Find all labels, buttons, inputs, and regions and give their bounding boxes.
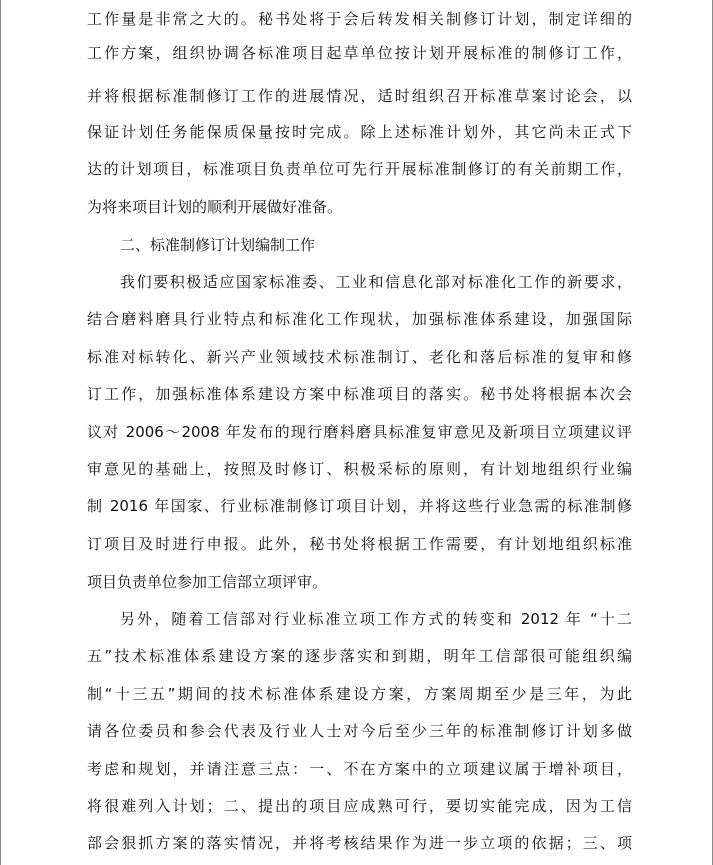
text-line: 请各位委员和参会代表及行业人士对今后至少三年的标准制修订计划多做 [87,722,632,740]
section-heading: 二、标准制修订计划编制工作 [120,236,316,254]
text-line: 制 2016 年国家、行业标准制修订项目计划，并将这些行业急需的标准制修 [87,497,632,515]
text-line: 项目负责单位参加工信部立项评审。 [87,573,328,591]
text-line: 另外，随着工信部对行业标准立项工作方式的转变和 2012 年 “十二 [120,610,632,628]
text-line: 五”技术标准体系建设方案的逐步落实和到期，明年工信部很可能组织编 [87,647,632,665]
text-line: 制“十三五”期间的技术标准体系建设方案，方案周期至少是三年，为此 [87,685,632,703]
text-line: 议对 2006～2008 年发布的现行磨料磨具标准复审意见及新项目立项建议评 [87,423,632,441]
text-line: 订工作，加强标准体系建设方案中标准项目的落实。秘书处将根据本次会 [87,385,632,403]
text-line: 达的计划项目，标准项目负责单位可先行开展标准制修订的有关前期工作， [87,160,632,178]
text-line: 我们要积极适应国家标准委、工业和信息化部对标准化工作的新要求， [120,273,632,291]
text-line: 保证计划任务能保质保量按时完成。除上述标准计划外，其它尚未正式下 [87,123,632,141]
text-line: 订项目及时进行申报。此外，秘书处将根据工作需要，有计划地组织标准 [87,535,632,553]
text-line: 考虑和规划，并请注意三点：一、不在方案中的立项建议属于增补项目， [87,760,632,778]
text-line: 并将根据标准制修订工作的进展情况，适时组织召开标准草案讨论会，以 [87,87,632,105]
text-line: 标准对标转化、新兴产业领域技术标准制订、老化和落后标准的复审和修 [87,348,632,366]
text-line: 结合磨料磨具行业特点和标准化工作现状，加强标准体系建设，加强国际 [87,310,632,328]
text-line: 工作方案，组织协调各标准项目起草单位按计划开展标准的制修订工作， [87,44,632,62]
text-line: 为将来项目计划的顺利开展做好准备。 [87,198,343,216]
text-line: 部会狠抓方案的落实情况，并将考核结果作为进一步立项的依据；三、项 [87,834,632,852]
text-line: 将很难列入计划；二、提出的项目应成熟可行，要切实能完成，因为工信 [87,797,632,815]
text-line: 工作量是非常之大的。秘书处将于会后转发相关制修订计划，制定详细的 [87,10,632,28]
text-line: 审意见的基础上，按照及时修订、积极采标的原则，有计划地组织行业编 [87,460,632,478]
